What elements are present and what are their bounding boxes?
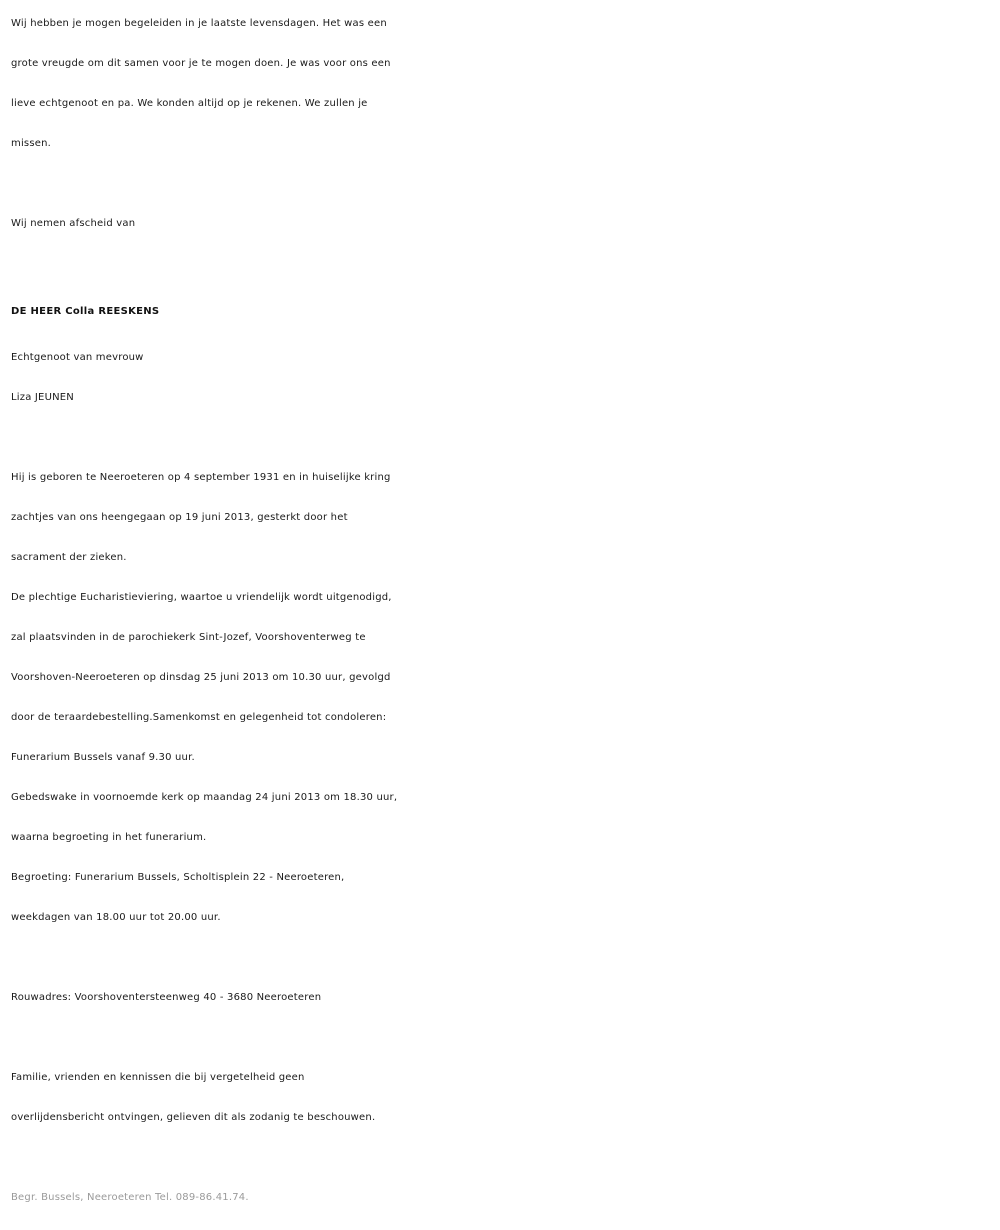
intro-line: Wij hebben je mogen begeleiden in je laatste levensdagen. Het was een (11, 18, 387, 29)
mourning-address: Rouwadres: Voorshoventersteenweg 40 - 3680 Neeroeteren (11, 992, 322, 1003)
closing-line: Familie, vrienden en kennissen die bij vergetelheid geen (11, 1072, 305, 1083)
details-line: De plechtige Eucharistieviering, waartoe u vriendelijk wordt uitgenodigd, (11, 592, 392, 603)
spacer (11, 938, 996, 978)
spacer (11, 244, 996, 284)
details-line: sacrament der zieken. (11, 552, 127, 563)
deceased-name: DE HEER Colla REESKENS (11, 306, 160, 317)
obituary-document (11, 0, 996, 1218)
funeral-home-footer: Begr. Bussels, Neeroeteren Tel. 089-86.41.74. (11, 1192, 249, 1203)
intro-paragraph (11, 4, 996, 164)
details-paragraph (11, 458, 996, 938)
closing-paragraph (11, 1058, 996, 1138)
details-line: zal plaatsvinden in de parochiekerk Sint-Jozef, Voorshoventerweg te (11, 632, 366, 643)
intro-line: lieve echtgenoot en pa. We konden altijd op je rekenen. We zullen je (11, 98, 368, 109)
spouse-line: Echtgenoot van mevrouw (11, 352, 144, 363)
details-line: door de teraardebestelling.Samenkomst en gelegenheid tot condoleren: (11, 712, 387, 723)
details-line: Voorshoven-Neeroeteren op dinsdag 25 juni 2013 om 10.30 uur, gevolgd (11, 672, 391, 683)
details-line: weekdagen van 18.00 uur tot 20.00 uur. (11, 912, 221, 923)
details-line: Funerarium Bussels vanaf 9.30 uur. (11, 752, 195, 763)
intro-line: grote vreugde om dit samen voor je te mogen doen. Je was voor ons een (11, 58, 391, 69)
details-line: Begroeting: Funerarium Bussels, Scholtisplein 22 - Neeroeteren, (11, 872, 345, 883)
farewell-text: Wij nemen afscheid van (11, 218, 136, 229)
details-line: waarna begroeting in het funerarium. (11, 832, 207, 843)
spacer (11, 418, 996, 458)
spacer (11, 1018, 996, 1058)
details-line: Gebedswake in voornoemde kerk op maandag 24 juni 2013 om 18.30 uur, (11, 792, 398, 803)
spacer (11, 1138, 996, 1178)
details-line: zachtjes van ons heengegaan op 19 juni 2013, gesterkt door het (11, 512, 348, 523)
closing-line: overlijdensbericht ontvingen, gelieven dit als zodanig te beschouwen. (11, 1112, 376, 1123)
intro-line: missen. (11, 138, 52, 149)
spouse-name: Liza JEUNEN (11, 392, 74, 403)
details-line: Hij is geboren te Neeroeteren op 4 september 1931 en in huiselijke kring (11, 472, 391, 483)
spacer (11, 164, 996, 204)
